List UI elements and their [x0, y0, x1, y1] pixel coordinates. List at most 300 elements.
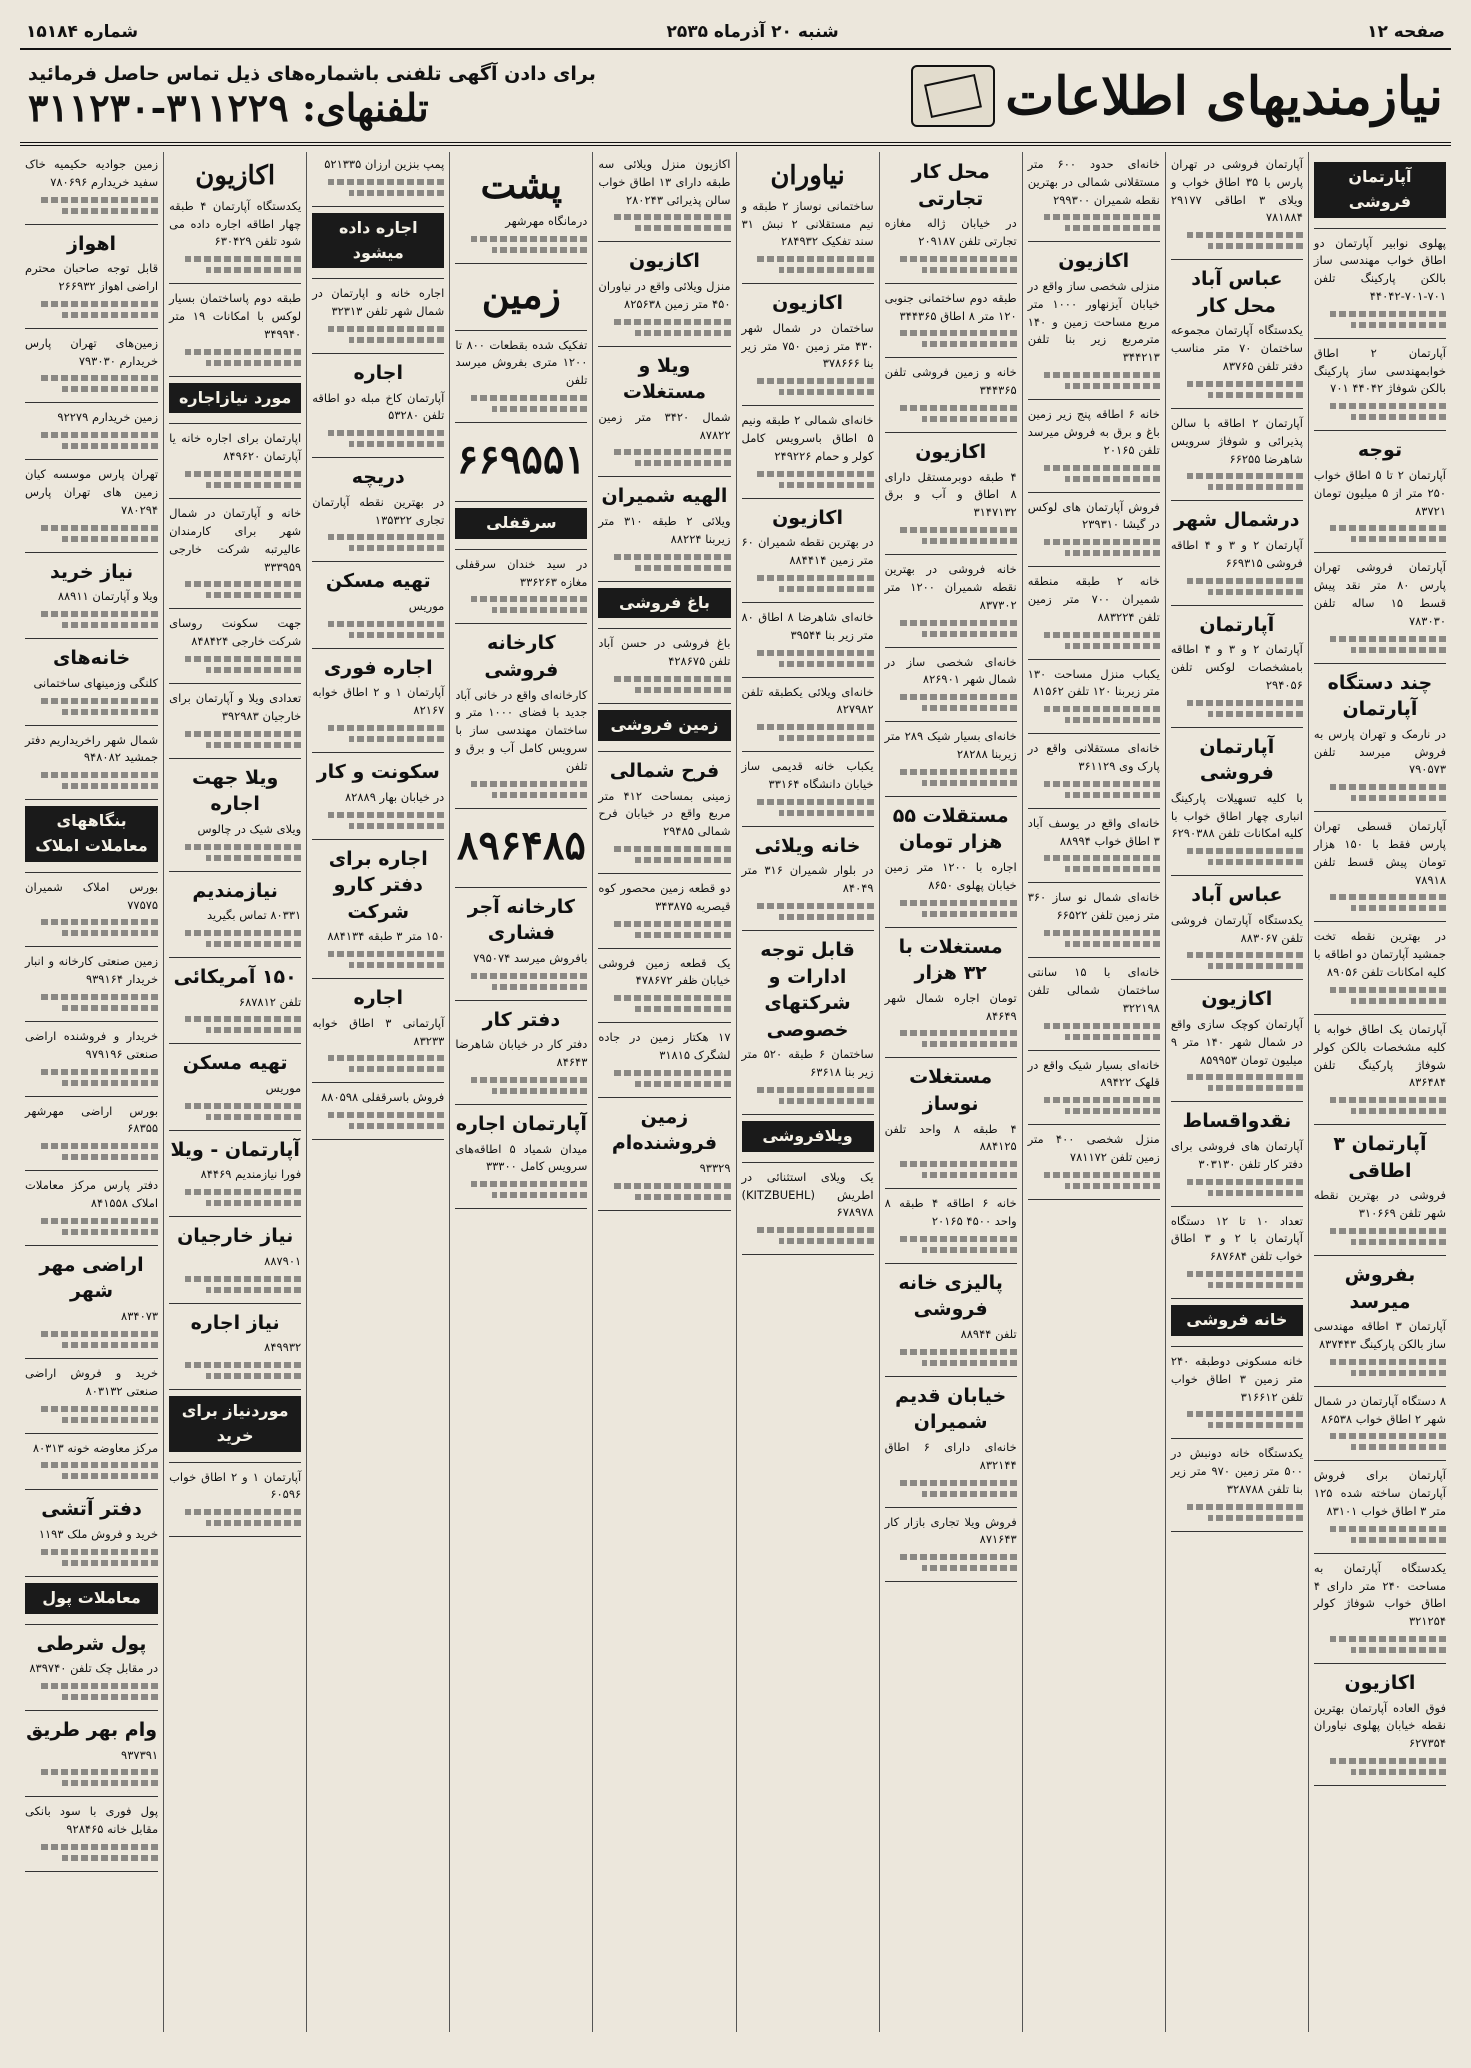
- ad-divider: [885, 1581, 1017, 1582]
- ad-text-continuation: [62, 1229, 158, 1235]
- classified-ad: [455, 630, 587, 797]
- ad-text-continuation: [900, 1349, 1016, 1355]
- ad-text-continuation: [757, 724, 873, 730]
- ad-text-continuation: [328, 326, 444, 332]
- classified-ad: [312, 360, 444, 447]
- ad-text: آپارتمان قسطی تهران پارس فقط با ۱۵۰ هزار تومان پیش قسط تلفن ۷۸۹۱۸: [1313, 819, 1446, 887]
- ad-divider: [1028, 241, 1160, 242]
- ad-text: فروشی در بهترین نقطه شهر تلفن ۳۱۰۶۶۹: [1313, 1188, 1446, 1221]
- ad-divider: [169, 957, 301, 958]
- classified-ad: [598, 1029, 730, 1087]
- ad-heading: آپارتمان فروشی: [1199, 735, 1275, 785]
- ad-text: آپارتمان ۲ و ۳ و ۴ اطاقه فروشی ۶۶۹۳۱۵: [1170, 537, 1303, 570]
- classified-ad: [25, 732, 158, 790]
- classified-ad: [1171, 415, 1303, 490]
- classified-ad: [25, 1583, 158, 1614]
- ad-text: موریس: [265, 1081, 302, 1095]
- ad-divider: [169, 1462, 301, 1463]
- ad-text-continuation: [185, 1189, 301, 1195]
- classified-ad: [1314, 437, 1446, 542]
- ad-text-continuation: [41, 1069, 158, 1075]
- ad-text-continuation: [62, 386, 158, 392]
- ad-text: ۴ طبقه ۸ واحد تلفن ۸۸۴۱۲۵: [884, 1121, 1017, 1154]
- ad-divider: [25, 1624, 158, 1625]
- ad-heading: پالیزی خانه فروشی: [898, 1271, 1003, 1321]
- ad-text-continuation: [1330, 894, 1446, 900]
- classified-ad: [742, 684, 874, 742]
- ad-divider: [742, 602, 874, 603]
- ad-divider: [169, 683, 301, 684]
- ad-divider: [742, 1254, 874, 1255]
- ad-divider: [312, 206, 444, 207]
- ad-text: خانه فروشی در بهترین نقطه شمیران ۱۲۰۰ متر ۸۳۷۳۰۲: [884, 562, 1017, 612]
- ad-text-continuation: [614, 995, 730, 1001]
- ad-text-continuation: [757, 1227, 873, 1233]
- ad-text-continuation: [62, 783, 158, 789]
- ad-text: فروش آپارتمان های لوکس در گیشا ۲۳۹۳۱۰: [1027, 499, 1160, 532]
- ad-heading: نقدواقساط: [1182, 1110, 1292, 1133]
- ad-column-8: [306, 152, 449, 2032]
- ad-divider: [312, 648, 444, 649]
- ad-divider: [1028, 882, 1160, 883]
- ad-text-continuation: [471, 596, 587, 602]
- ad-text-continuation: [349, 632, 444, 638]
- ad-text: یکباب خانه قدیمی ساز خیابان دانشگاه ۳۳۱۶۴: [741, 759, 874, 791]
- classified-ad: [742, 833, 874, 920]
- ad-text: باغ فروشی در حسن آباد تلفن ۴۲۸۶۷۵: [598, 636, 731, 669]
- ad-text-continuation: [206, 667, 301, 673]
- ad-divider: [455, 501, 587, 502]
- section-band: مورد نیازاجاره: [169, 383, 301, 414]
- ad-text-continuation: [185, 1103, 301, 1109]
- ad-text-continuation: [1208, 1282, 1303, 1288]
- classified-ad: [1028, 406, 1160, 481]
- ad-text-continuation: [1065, 717, 1160, 723]
- ad-divider: [169, 1303, 301, 1304]
- issue-label: شماره ۱۵۱۸۴: [26, 22, 139, 42]
- ad-text: خانه‌ای واقع در یوسف آباد ۳ اطاق خواب ۸۸۹۹۴: [1027, 815, 1160, 848]
- ad-divider: [742, 498, 874, 499]
- ad-text-continuation: [1044, 214, 1160, 220]
- ad-divider: [1171, 1531, 1303, 1532]
- classified-ad: [1171, 986, 1303, 1091]
- ad-divider: [312, 457, 444, 458]
- ad-text: آپارتمان ۲ و ۳ و ۴ اطاقه بامشخصات لوکس تلفن ۲۹۴۰۵۶: [1170, 642, 1303, 692]
- classified-ad: [169, 765, 301, 861]
- ad-text-continuation: [41, 994, 158, 1000]
- ad-text-continuation: [635, 1194, 730, 1200]
- ad-divider: [169, 1216, 301, 1217]
- ad-text: ۸۴۹۹۳۲: [264, 1340, 302, 1355]
- ad-text-continuation: [41, 1549, 158, 1555]
- ad-text-continuation: [900, 1480, 1016, 1486]
- ad-column-6: [592, 152, 735, 2032]
- ad-heading: مستقلات ۵۵ هزار تومان: [892, 804, 1009, 854]
- ad-text: زمین جوادیه حکیمیه خاک سفید خریدارم ۷۸۰۶۹۶: [25, 157, 159, 189]
- ad-text-continuation: [757, 650, 873, 656]
- classified-ad: [455, 337, 587, 412]
- classified-ad: [1314, 1560, 1446, 1653]
- ad-text: ۱۷ هکتار زمین در جاده لشگرک ۳۱۸۱۵: [598, 1030, 731, 1062]
- ad-text-continuation: [1208, 1085, 1303, 1091]
- ad-text-continuation: [614, 846, 730, 852]
- ad-column-4: [879, 152, 1022, 2032]
- classified-ad: [25, 953, 158, 1011]
- ad-heading: چند دستگاه آپارتمان: [1327, 671, 1433, 721]
- section-band: موردنیاز برای خرید: [169, 1396, 301, 1452]
- classified-ad: [169, 1310, 301, 1379]
- ad-divider: [1171, 1206, 1303, 1207]
- classified-ad: [885, 1195, 1017, 1253]
- ad-text: آپارتمان ۲ اطاق خوابمهندسی ساز پارکینگ بالکن شوفاژ ۴۴۰۴۲ ۷۰۱: [1313, 345, 1446, 396]
- ad-text-continuation: [1044, 1023, 1160, 1029]
- classified-ad: [169, 1223, 301, 1292]
- ad-heading: اکازیون: [772, 506, 843, 529]
- ad-text-continuation: [922, 1360, 1017, 1366]
- classified-ad: [1171, 1353, 1303, 1428]
- ad-text-continuation: [1187, 1271, 1303, 1277]
- ad-text-continuation: [1065, 792, 1160, 798]
- ad-divider: [169, 871, 301, 872]
- ad-text-continuation: [1065, 941, 1160, 947]
- ad-text-continuation: [1330, 1433, 1446, 1439]
- ad-text-continuation: [185, 1276, 301, 1282]
- ad-text: یک قطعه زمین فروشی خیابان ظفر ۴۷۸۶۷۲: [598, 955, 731, 988]
- ad-text-continuation: [471, 236, 587, 242]
- ad-divider: [25, 1096, 158, 1097]
- ad-divider: [169, 498, 301, 499]
- ad-text-continuation: [1351, 536, 1446, 542]
- ad-divider: [598, 346, 730, 347]
- classified-ad: [885, 290, 1017, 348]
- ad-divider: [312, 353, 444, 354]
- ad-text-continuation: [349, 1123, 444, 1129]
- brand-title: نیازمندیهای اطلاعات: [1005, 65, 1443, 127]
- section-band: زمین فروشی: [598, 710, 730, 741]
- ad-text: طبقه دوم پاساختمان بسیار لوکس با امکانات ۱۹ متر ۳۴۹۹۴۰: [169, 291, 302, 341]
- ad-text: فوق العاده آپارتمان بهترین نقطه خیابان پهلوی نیاوران ۶۲۷۳۵۴: [1313, 1700, 1446, 1751]
- ad-text: آپارتمان ۱ و ۲ اطاق خواب ۶۰۵۹۶: [169, 1469, 302, 1502]
- ad-divider: [742, 826, 874, 827]
- ad-text-continuation: [1044, 372, 1160, 378]
- ad-phone-number: ۶۶۹۵۵۱: [456, 436, 586, 484]
- ad-text: یکدستگاه آپارتمان فروشی تلفن ۸۸۳۰۶۷: [1170, 912, 1303, 945]
- classified-ad: [169, 964, 301, 1033]
- ad-text-continuation: [757, 1087, 873, 1093]
- ad-text-continuation: [779, 482, 874, 488]
- ad-divider: [1028, 1050, 1160, 1051]
- ad-text-continuation: [41, 375, 158, 381]
- classified-ad: [169, 160, 301, 273]
- ad-text: آپارتمان ۱ و ۲ اطاق خوابه ۸۲۱۶۷: [312, 685, 445, 718]
- ad-text: میدان شمیاد ۵ اطاقه‌های سرویس کامل ۳۳۳۰۰: [455, 1141, 588, 1174]
- ad-divider: [1314, 1663, 1446, 1664]
- ad-divider: [25, 402, 158, 403]
- ad-text-continuation: [900, 694, 1016, 700]
- ad-divider: [1171, 1438, 1303, 1439]
- ad-text-continuation: [614, 319, 730, 325]
- ad-text: پهلوی نوابیر آپارتمان دو اطاق خواب مهندسی ساز بالکن پارکینگ تلفن ۷۰۱-۷۰۱-۴۴۰۴۲: [1313, 235, 1446, 304]
- ad-column-5: [736, 152, 879, 2032]
- classified-ad: [742, 412, 874, 487]
- ad-text-continuation: [1208, 859, 1303, 865]
- ad-heading: خانه‌های: [52, 647, 131, 670]
- ad-heading: اراضی مهر شهر: [39, 1253, 144, 1303]
- ad-heading: دفتر کار: [482, 1008, 561, 1031]
- ad-heading: اهواز: [67, 232, 117, 255]
- ad-divider: [455, 1104, 587, 1105]
- classified-ad: [169, 430, 301, 488]
- ad-text-continuation: [1351, 998, 1446, 1004]
- classified-ad: [25, 156, 158, 214]
- classified-ad: [455, 508, 587, 539]
- ad-text-continuation: [1208, 963, 1303, 969]
- ad-divider: [1028, 492, 1160, 493]
- contact-box: [28, 63, 596, 130]
- ad-divider: [742, 930, 874, 931]
- ad-text: خانه‌ای شاهرضا ۸ اطاق ۸۰ متر زیر بنا ۳۹۵۴۴: [741, 609, 874, 642]
- ad-text: در خیابان ژاله مغازه تجارتی تلفن ۲۰۹۱۸۷: [884, 216, 1017, 248]
- ad-text-continuation: [1187, 578, 1303, 584]
- ad-divider: [455, 887, 587, 888]
- classified-ad: [598, 758, 730, 863]
- ad-divider: [598, 476, 730, 477]
- ad-text: اپارتمان برای اجاره خانه یا آپارتمان ۸۴۹۶۲۰: [169, 431, 302, 464]
- ad-text-continuation: [206, 482, 301, 488]
- ad-text-continuation: [757, 256, 873, 262]
- classified-ad: [1028, 573, 1160, 648]
- classified-ad: [25, 1028, 158, 1086]
- ad-text-continuation: [41, 1769, 158, 1775]
- ad-text: خانه‌ای شخصی ساز در شمال شهر ۸۲۶۹۰۱: [884, 654, 1017, 687]
- ad-heading: اکازیون: [915, 441, 987, 464]
- ad-text-continuation: [492, 607, 587, 613]
- ad-text-continuation: [62, 622, 158, 628]
- ad-text: ساختمان در شمال شهر ۴۳۰ متر زمین ۷۵۰ متر زیر بنا ۳۷۸۶۶۶: [741, 320, 874, 371]
- ad-divider: [25, 872, 158, 873]
- classified-ad: [312, 156, 444, 196]
- ad-divider: [1314, 1014, 1446, 1015]
- ad-text-continuation: [900, 1030, 1016, 1036]
- ad-text: فروش ویلا تجاری بازار کار ۸۷۱۶۴۳: [884, 1514, 1017, 1547]
- ad-text-continuation: [1187, 1074, 1303, 1080]
- ad-text: زمین‌های تهران پارس خریدارم ۷۹۳۰۳۰: [25, 335, 159, 368]
- ad-divider: [1314, 228, 1446, 229]
- ad-text-continuation: [757, 799, 873, 805]
- classified-ad: [598, 635, 730, 693]
- ad-text-continuation: [779, 586, 874, 592]
- ad-text-continuation: [1330, 403, 1446, 409]
- classified-ad: [1171, 1213, 1303, 1288]
- ad-text-continuation: [349, 823, 444, 829]
- ad-text-continuation: [62, 208, 158, 214]
- ad-text-continuation: [206, 360, 301, 366]
- ad-divider: [312, 278, 444, 279]
- ad-text: یکدستگاه آپارتمان ۴ طبقه چهار اطاقه اجاره داده می شود تلفن ۶۳۰۴۲۹: [169, 198, 302, 249]
- ad-divider: [742, 283, 874, 284]
- ad-text-continuation: [1187, 952, 1303, 958]
- ad-divider: [1171, 605, 1303, 606]
- ad-text-continuation: [41, 1218, 158, 1224]
- ad-text: اجاره خانه و اپارتمان در شمال شهر تلفن ۳۲۳۱۳: [312, 286, 445, 319]
- ad-divider: [598, 581, 730, 582]
- ad-divider: [169, 1389, 301, 1390]
- classified-ad: [25, 1803, 158, 1861]
- ad-heading: اجاره برای دفتر کارو شرکت: [328, 847, 428, 923]
- ad-text: خانه‌ای بسیار شیک واقع در قلهک ۸۹۴۲۲: [1027, 1057, 1160, 1090]
- ad-text-continuation: [1044, 781, 1160, 787]
- ad-text: جهت سکونت روسای شرکت خارجی ۸۴۸۴۲۴: [169, 616, 302, 649]
- classified-ad: [25, 1440, 158, 1480]
- ad-divider: [25, 1710, 158, 1711]
- ad-text: خانه ۲ طبقه منطقه شمیران ۷۰۰ متر زمین تلفن ۸۸۳۲۲۴: [1027, 574, 1160, 624]
- classified-ad: [1028, 499, 1160, 557]
- ad-divider: [1314, 1460, 1446, 1461]
- ad-text-continuation: [1044, 930, 1160, 936]
- ad-text: در سید خندان سرقفلی مغازه ۳۳۶۲۶۳: [455, 556, 588, 589]
- classified-ad: [1314, 670, 1446, 802]
- ad-text-continuation: [1044, 706, 1160, 712]
- classified-ad: [169, 1050, 301, 1119]
- ad-heading: آپارتمان: [1199, 613, 1275, 636]
- classified-ad: [169, 615, 301, 673]
- ad-divider: [25, 459, 158, 460]
- ad-text-continuation: [1208, 243, 1303, 249]
- ad-text-continuation: [779, 389, 874, 395]
- ad-text-continuation: [1330, 636, 1446, 642]
- ad-heading: بفروش میرسد: [1344, 1263, 1416, 1313]
- ad-heading: سکونت و کار: [316, 761, 440, 784]
- ad-text-continuation: [1351, 1537, 1446, 1543]
- ad-text: در بهترین نقطه شمیران ۶۰ متر زمین ۸۸۴۴۱۴: [741, 535, 874, 568]
- ad-text-continuation: [922, 341, 1017, 347]
- classified-ad: [25, 409, 158, 449]
- ad-text-continuation: [1351, 1647, 1446, 1653]
- ad-text: زمین خریدارم ۹۲۲۷۹: [57, 410, 159, 425]
- ad-divider: [25, 1358, 158, 1359]
- classified-ad: [1314, 1670, 1446, 1775]
- ad-divider: [169, 608, 301, 609]
- section-band: سرقفلی: [455, 508, 587, 539]
- ad-text-continuation: [779, 267, 874, 273]
- ad-text-continuation: [1208, 589, 1303, 595]
- ad-text-continuation: [1044, 632, 1160, 638]
- ad-text-continuation: [328, 179, 444, 185]
- ad-text: در مقابل چک تلفن ۸۳۹۷۴۰: [29, 1661, 159, 1676]
- ad-divider: [1314, 1553, 1446, 1554]
- ad-divider: [25, 799, 158, 800]
- section-band: بنگاههای معاملات املاک: [25, 806, 158, 862]
- ad-text-continuation: [41, 525, 158, 531]
- ad-text-continuation: [206, 1287, 301, 1293]
- ad-text-continuation: [471, 395, 587, 401]
- ad-divider: [885, 432, 1017, 433]
- ad-text-continuation: [757, 378, 873, 384]
- ad-heading: ویلا و مستغلات: [622, 354, 706, 404]
- ad-text-continuation: [62, 312, 158, 318]
- ad-heading: اجاره فوری: [323, 656, 433, 679]
- ad-text-continuation: [614, 676, 730, 682]
- ad-text-continuation: [922, 538, 1017, 544]
- ad-text-continuation: [206, 267, 301, 273]
- ad-text-continuation: [185, 256, 301, 262]
- ad-text-continuation: [1330, 1758, 1446, 1764]
- ad-text: خانه‌ای حدود ۶۰۰ متر مستقلانی شمالی در بهترین نقطه شمیران ۲۹۹۳۰۰: [1027, 157, 1160, 207]
- ad-text-continuation: [471, 1181, 587, 1187]
- ad-text-continuation: [1351, 1239, 1446, 1245]
- classified-ad: [598, 483, 730, 570]
- classified-ad: [598, 156, 730, 231]
- ad-text-continuation: [900, 900, 1016, 906]
- ad-divider: [598, 873, 730, 874]
- ad-text-continuation: [1187, 848, 1303, 854]
- ad-text-continuation: [1187, 700, 1303, 706]
- ad-headline: نیاوران: [770, 161, 845, 191]
- ad-text-continuation: [62, 1154, 158, 1160]
- classified-ad: [598, 710, 730, 741]
- ad-text: تلفن ۶۸۷۸۱۲: [238, 994, 302, 1009]
- ad-text-continuation: [41, 611, 158, 617]
- ad-text-continuation: [185, 930, 301, 936]
- ad-divider: [742, 405, 874, 406]
- ad-text-continuation: [41, 1406, 158, 1412]
- ad-heading: خیابان قدیم شمیران: [895, 1384, 1007, 1434]
- classified-ad: [1314, 162, 1446, 218]
- classified-ad: [25, 1717, 158, 1786]
- ad-divider: [598, 1210, 730, 1211]
- ad-divider: [1171, 1298, 1303, 1299]
- ad-text: خانه ۶ اطاقه پنج زیر زمین باغ و برق به فروش میرسد تلفن ۲۰۱۶۵: [1027, 407, 1160, 457]
- classified-ad: [1314, 559, 1446, 652]
- classified-ad: [1028, 815, 1160, 873]
- ad-text-continuation: [41, 1331, 158, 1337]
- ad-divider: [885, 554, 1017, 555]
- ad-divider: [312, 839, 444, 840]
- ad-text-continuation: [1330, 1097, 1446, 1103]
- ad-text: ویلای شیک در چالوس: [197, 821, 302, 836]
- ad-text-continuation: [41, 301, 158, 307]
- ad-headline: اکازیون: [195, 161, 276, 191]
- ad-divider: [1314, 430, 1446, 431]
- ad-phone-number: ۸۹۶۴۸۵: [456, 821, 586, 869]
- ad-divider: [1314, 552, 1446, 553]
- ad-divider: [1314, 1386, 1446, 1387]
- ad-text-continuation: [1330, 311, 1446, 317]
- ad-divider: [25, 1433, 158, 1434]
- ad-text: خانه‌ای شمالی ۲ طبقه ونیم ۵ اطاق باسرویس کامل کولر و حمام ۲۴۹۲۲۶: [741, 413, 874, 463]
- ad-text-continuation: [62, 1694, 158, 1700]
- ad-text-continuation: [1351, 1769, 1446, 1775]
- classified-ad: [169, 1469, 301, 1527]
- ad-divider: [25, 725, 158, 726]
- ad-divider: [169, 1536, 301, 1537]
- ad-divider: [885, 647, 1017, 648]
- ad-text-continuation: [41, 432, 158, 438]
- ad-heading: زمین فروشنده‌ام: [611, 1105, 718, 1155]
- classified-ad: [1314, 1393, 1446, 1451]
- classified-ad: [455, 894, 587, 990]
- ad-heading: نیازمندیم: [192, 879, 278, 902]
- ad-divider: [885, 1507, 1017, 1508]
- classified-ad: [1028, 964, 1160, 1039]
- ad-text-continuation: [1330, 1228, 1446, 1234]
- ad-text: منزل شخصی ۴۰۰ متر زمین تلفن ۷۸۱۱۷۲: [1027, 1132, 1160, 1164]
- classified-ad: [1314, 928, 1446, 1003]
- ad-text: تهران پارس موسسه کیان زمین های تهران پارس ۷۸۰۲۹۴: [25, 467, 159, 517]
- ad-text-continuation: [1330, 1359, 1446, 1365]
- ad-heading: اکازیون: [629, 250, 700, 273]
- ad-text: ۱۵۰ متر ۳ طبقه ۸۸۴۱۳۴: [327, 929, 445, 944]
